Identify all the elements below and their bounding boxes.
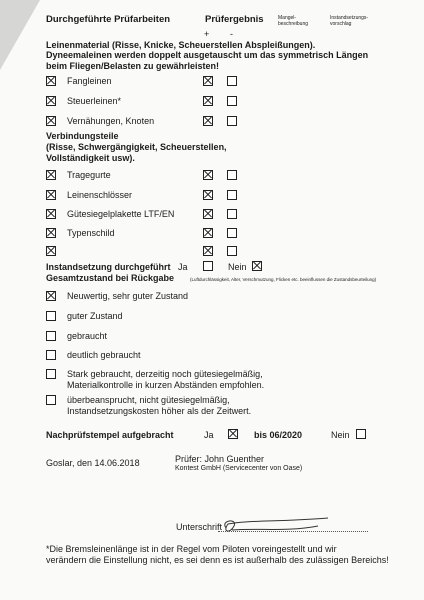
- verbindung-item-label: Gütesiegelplakette LTF/EN: [67, 209, 175, 219]
- gesamtzustand-option-label: Stark gebraucht, derzeitig noch gütesiegelmäßig, Materialkontrolle in kurzen Abständen empfohlen.: [67, 369, 265, 390]
- verbindung-plus-checkbox[interactable]: [203, 209, 213, 219]
- header-plus: +: [204, 29, 210, 39]
- stempel-ja-checkbox[interactable]: [228, 429, 238, 439]
- verbindung-row-marker-checkbox[interactable]: [46, 170, 56, 180]
- verbindung-item-label: Leinenschlösser: [67, 190, 133, 200]
- verbindung-plus-checkbox[interactable]: [203, 246, 213, 256]
- stempel-nein-checkbox[interactable]: [356, 429, 366, 439]
- leinen-plus-checkbox[interactable]: [203, 96, 213, 106]
- gesamtzustand-option-checkbox[interactable]: [46, 369, 56, 379]
- gesamtzustand-note: (Luftdurchlässigkeit, Alter, Verschmutzung, Flicken etc. beeinflussen die Zustandsbeurteilung): [190, 277, 377, 282]
- verbindung-row-marker-checkbox[interactable]: [46, 246, 56, 256]
- footnote-line-2: verändern die Einstellung nicht, es sei denn es ist außerhalb des zulässigen Bereichs!: [46, 555, 389, 565]
- unterschrift-label: Unterschrift: [176, 522, 223, 532]
- leinen-minus-checkbox[interactable]: [227, 76, 237, 86]
- page-fold-corner: [0, 0, 40, 70]
- gesamtzustand-option-checkbox[interactable]: [46, 395, 56, 405]
- pruefer-name: Prüfer: John Guenther: [175, 454, 265, 464]
- gesamtzustand-label: Gesamtzustand bei Rückgabe: [46, 273, 175, 283]
- verbindung-row-marker-checkbox[interactable]: [46, 228, 56, 238]
- gesamtzustand-option-label: guter Zustand: [67, 311, 123, 321]
- section-verbindungsteile-title: Verbindungsteile: [46, 131, 119, 141]
- stempel-bis-date: bis 06/2020: [254, 430, 303, 440]
- leinen-plus-checkbox[interactable]: [203, 116, 213, 126]
- instandsetzung-ja-checkbox[interactable]: [203, 261, 213, 271]
- stempel-nein-label: Nein: [331, 430, 350, 440]
- stempel-ja-label: Ja: [204, 430, 214, 440]
- leinen-item-label: Steuerleinen*: [67, 96, 122, 106]
- header-minus: -: [230, 29, 233, 39]
- verbindung-row-marker-checkbox[interactable]: [46, 209, 56, 219]
- verbindung-plus-checkbox[interactable]: [203, 170, 213, 180]
- header-instandsetzungsvorschlag: Instandsetzungs- vorschlag: [330, 15, 369, 27]
- gesamtzustand-option-checkbox[interactable]: [46, 291, 56, 301]
- leinen-row-marker-checkbox[interactable]: [46, 96, 56, 106]
- signature-line: [218, 531, 368, 532]
- section-verbindungsteile-note: (Risse, Schwergängigkeit, Scheuerstellen, Vollständigkeit usw).: [46, 142, 227, 163]
- verbindung-plus-checkbox[interactable]: [203, 228, 213, 238]
- gesamtzustand-option-label: Neuwertig, sehr guter Zustand: [67, 291, 189, 301]
- header-mangelbeschreibung: Mangel- beschreibung: [278, 15, 309, 27]
- gesamtzustand-option-label: überbeansprucht, nicht gütesiegelmäßig, Instandsetzungskosten höher als der Zeitwert.: [67, 395, 252, 416]
- signature-image: [218, 510, 338, 538]
- leinen-item-label: Vernähungen, Knoten: [67, 116, 155, 126]
- section-leinenmaterial-title: Leinenmaterial (Risse, Knicke, Scheuerstellen Abspleißungen).: [46, 40, 316, 50]
- verbindung-item-label: Typenschild: [67, 228, 115, 238]
- verbindung-plus-checkbox[interactable]: [203, 190, 213, 200]
- verbindung-minus-checkbox[interactable]: [227, 246, 237, 256]
- leinen-minus-checkbox[interactable]: [227, 96, 237, 106]
- header-pruefarbeiten: Durchgeführte Prüfarbeiten: [46, 14, 171, 25]
- gesamtzustand-option-checkbox[interactable]: [46, 350, 56, 360]
- verbindung-minus-checkbox[interactable]: [227, 170, 237, 180]
- footnote-line-1: *Die Bremsleinenlänge ist in der Regel vom Piloten voreingestellt und wir: [46, 544, 337, 554]
- leinen-row-marker-checkbox[interactable]: [46, 76, 56, 86]
- instandsetzung-nein-label: Nein: [228, 262, 247, 272]
- verbindung-item-label: Tragegurte: [67, 170, 111, 180]
- header-pruefergebnis: Prüfergebnis: [205, 14, 264, 25]
- section-leinenmaterial-note: Dyneemaleinen werden doppelt ausgetauscht um das symmetrisch Längen beim Fliegen/Belasten zu gewährleisten!: [46, 50, 369, 71]
- leinen-row-marker-checkbox[interactable]: [46, 116, 56, 126]
- gesamtzustand-option-label: deutlich gebraucht: [67, 350, 141, 360]
- verbindung-minus-checkbox[interactable]: [227, 190, 237, 200]
- verbindung-row-marker-checkbox[interactable]: [46, 190, 56, 200]
- pruefer-firma: Kontest GmbH (Servicecenter von Oase): [175, 465, 303, 472]
- verbindung-minus-checkbox[interactable]: [227, 209, 237, 219]
- instandsetzung-nein-checkbox[interactable]: [252, 261, 262, 271]
- instandsetzung-label: Instandsetzung durchgeführt: [46, 262, 171, 272]
- instandsetzung-ja-label: Ja: [178, 262, 188, 272]
- leinen-plus-checkbox[interactable]: [203, 76, 213, 86]
- gesamtzustand-option-checkbox[interactable]: [46, 311, 56, 321]
- verbindung-minus-checkbox[interactable]: [227, 228, 237, 238]
- leinen-minus-checkbox[interactable]: [227, 116, 237, 126]
- nachpruefstempel-label: Nachprüfstempel aufgebracht: [46, 430, 174, 440]
- gesamtzustand-option-label: gebraucht: [67, 331, 108, 341]
- gesamtzustand-option-checkbox[interactable]: [46, 331, 56, 341]
- ort-datum: Goslar, den 14.06.2018: [46, 458, 140, 468]
- leinen-item-label: Fangleinen: [67, 76, 112, 86]
